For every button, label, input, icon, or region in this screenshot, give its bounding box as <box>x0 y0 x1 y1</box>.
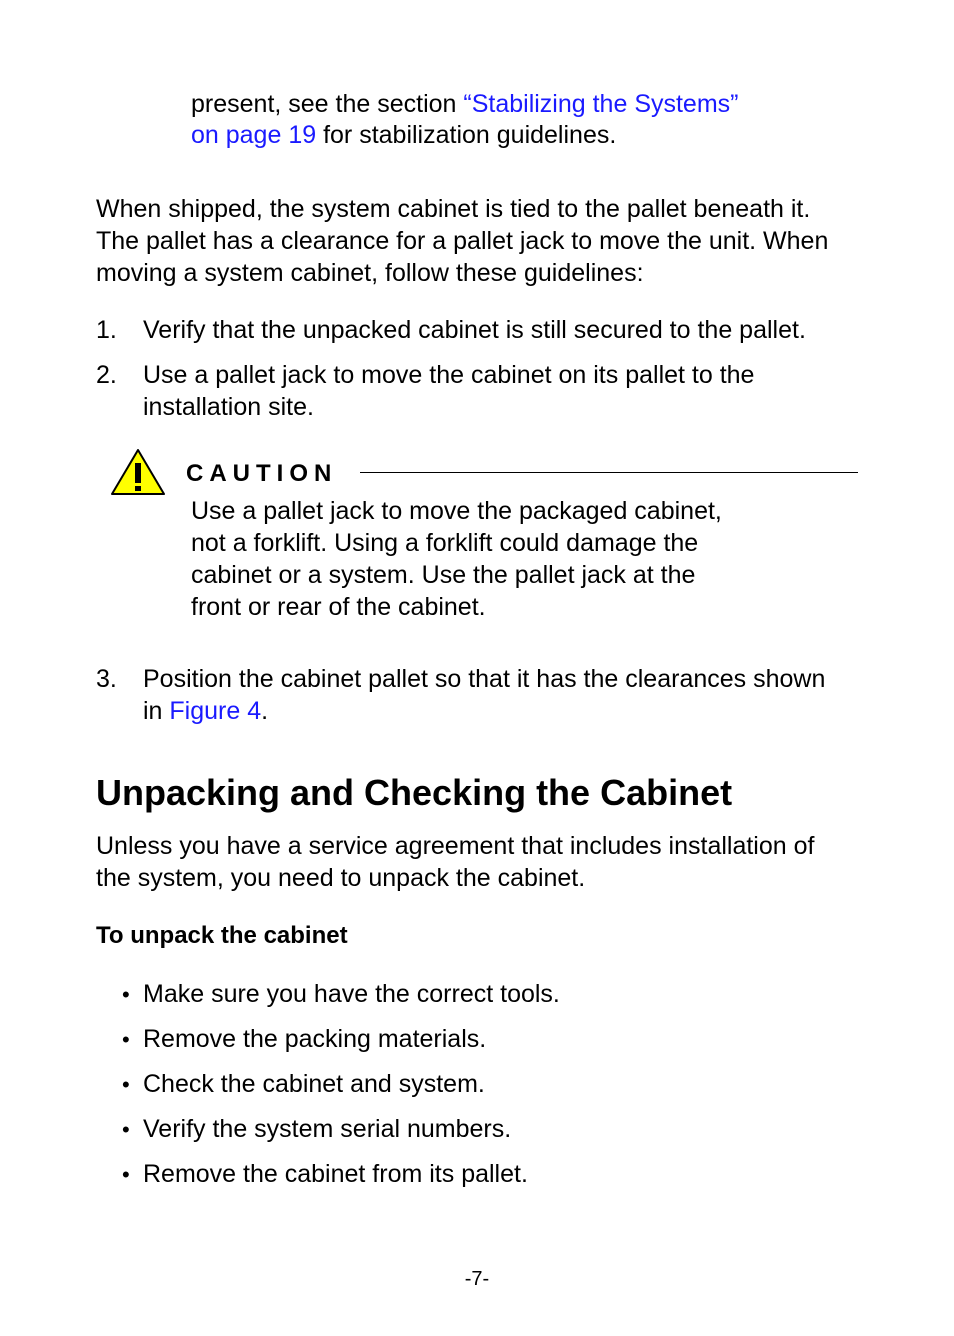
caution-text: Use a pallet jack to move the packaged cabinet, not a forklift. Using a forklift could damage the cabinet or a system. Use the pallet jack at the front or rear of the cabinet. <box>191 497 722 621</box>
bullet-marker: • <box>122 982 130 1007</box>
top-note-line-2: on page 19 for stabilization guidelines. <box>191 121 617 149</box>
bullet-marker: • <box>122 1027 130 1052</box>
procedure-subheading: To unpack the cabinet <box>96 922 348 949</box>
bullet-item: Remove the cabinet from its pallet. <box>143 1160 528 1188</box>
step-2-number: 2. <box>96 361 117 389</box>
warning-triangle-icon <box>110 448 166 496</box>
bullet-item: Make sure you have the correct tools. <box>143 980 560 1008</box>
caution-label: CAUTION <box>186 460 338 487</box>
bullet-item: Verify the system serial numbers. <box>143 1115 512 1143</box>
step-3-text: Position the cabinet pallet so that it has the clearances shown in Figure 4. <box>143 665 826 725</box>
step-3-number: 3. <box>96 665 117 693</box>
stabilizing-link[interactable]: “Stabilizing the Systems” <box>463 90 739 118</box>
bullet-marker: • <box>122 1117 130 1142</box>
page-number: -7- <box>464 1268 490 1290</box>
step-1-text: Verify that the unpacked cabinet is still secured to the pallet. <box>143 316 806 344</box>
bullet-marker: • <box>122 1072 130 1097</box>
section-paragraph: Unless you have a service agreement that includes installation of the system, you need to unpack the cabinet. <box>96 832 815 892</box>
page-19-link[interactable]: on page 19 <box>191 121 317 149</box>
bullet-item: Remove the packing materials. <box>143 1025 487 1053</box>
step-1-number: 1. <box>96 316 117 344</box>
intro-paragraph: When shipped, the system cabinet is tied to the pallet beneath it. The pallet has a clearance for a pallet jack to move the unit. When moving a system cabinet, follow these guidelines: <box>96 195 829 287</box>
step-2-text: Use a pallet jack to move the cabinet on its pallet to the installation site. <box>143 361 755 421</box>
bullet-marker: • <box>122 1162 130 1187</box>
bullet-item: Check the cabinet and system. <box>143 1070 485 1098</box>
top-note-line-1: present, see the section “Stabilizing the Systems” <box>191 90 739 118</box>
section-heading: Unpacking and Checking the Cabinet <box>96 772 733 813</box>
figure-4-link[interactable]: Figure 4 <box>169 697 262 725</box>
caution-rule <box>360 472 858 473</box>
